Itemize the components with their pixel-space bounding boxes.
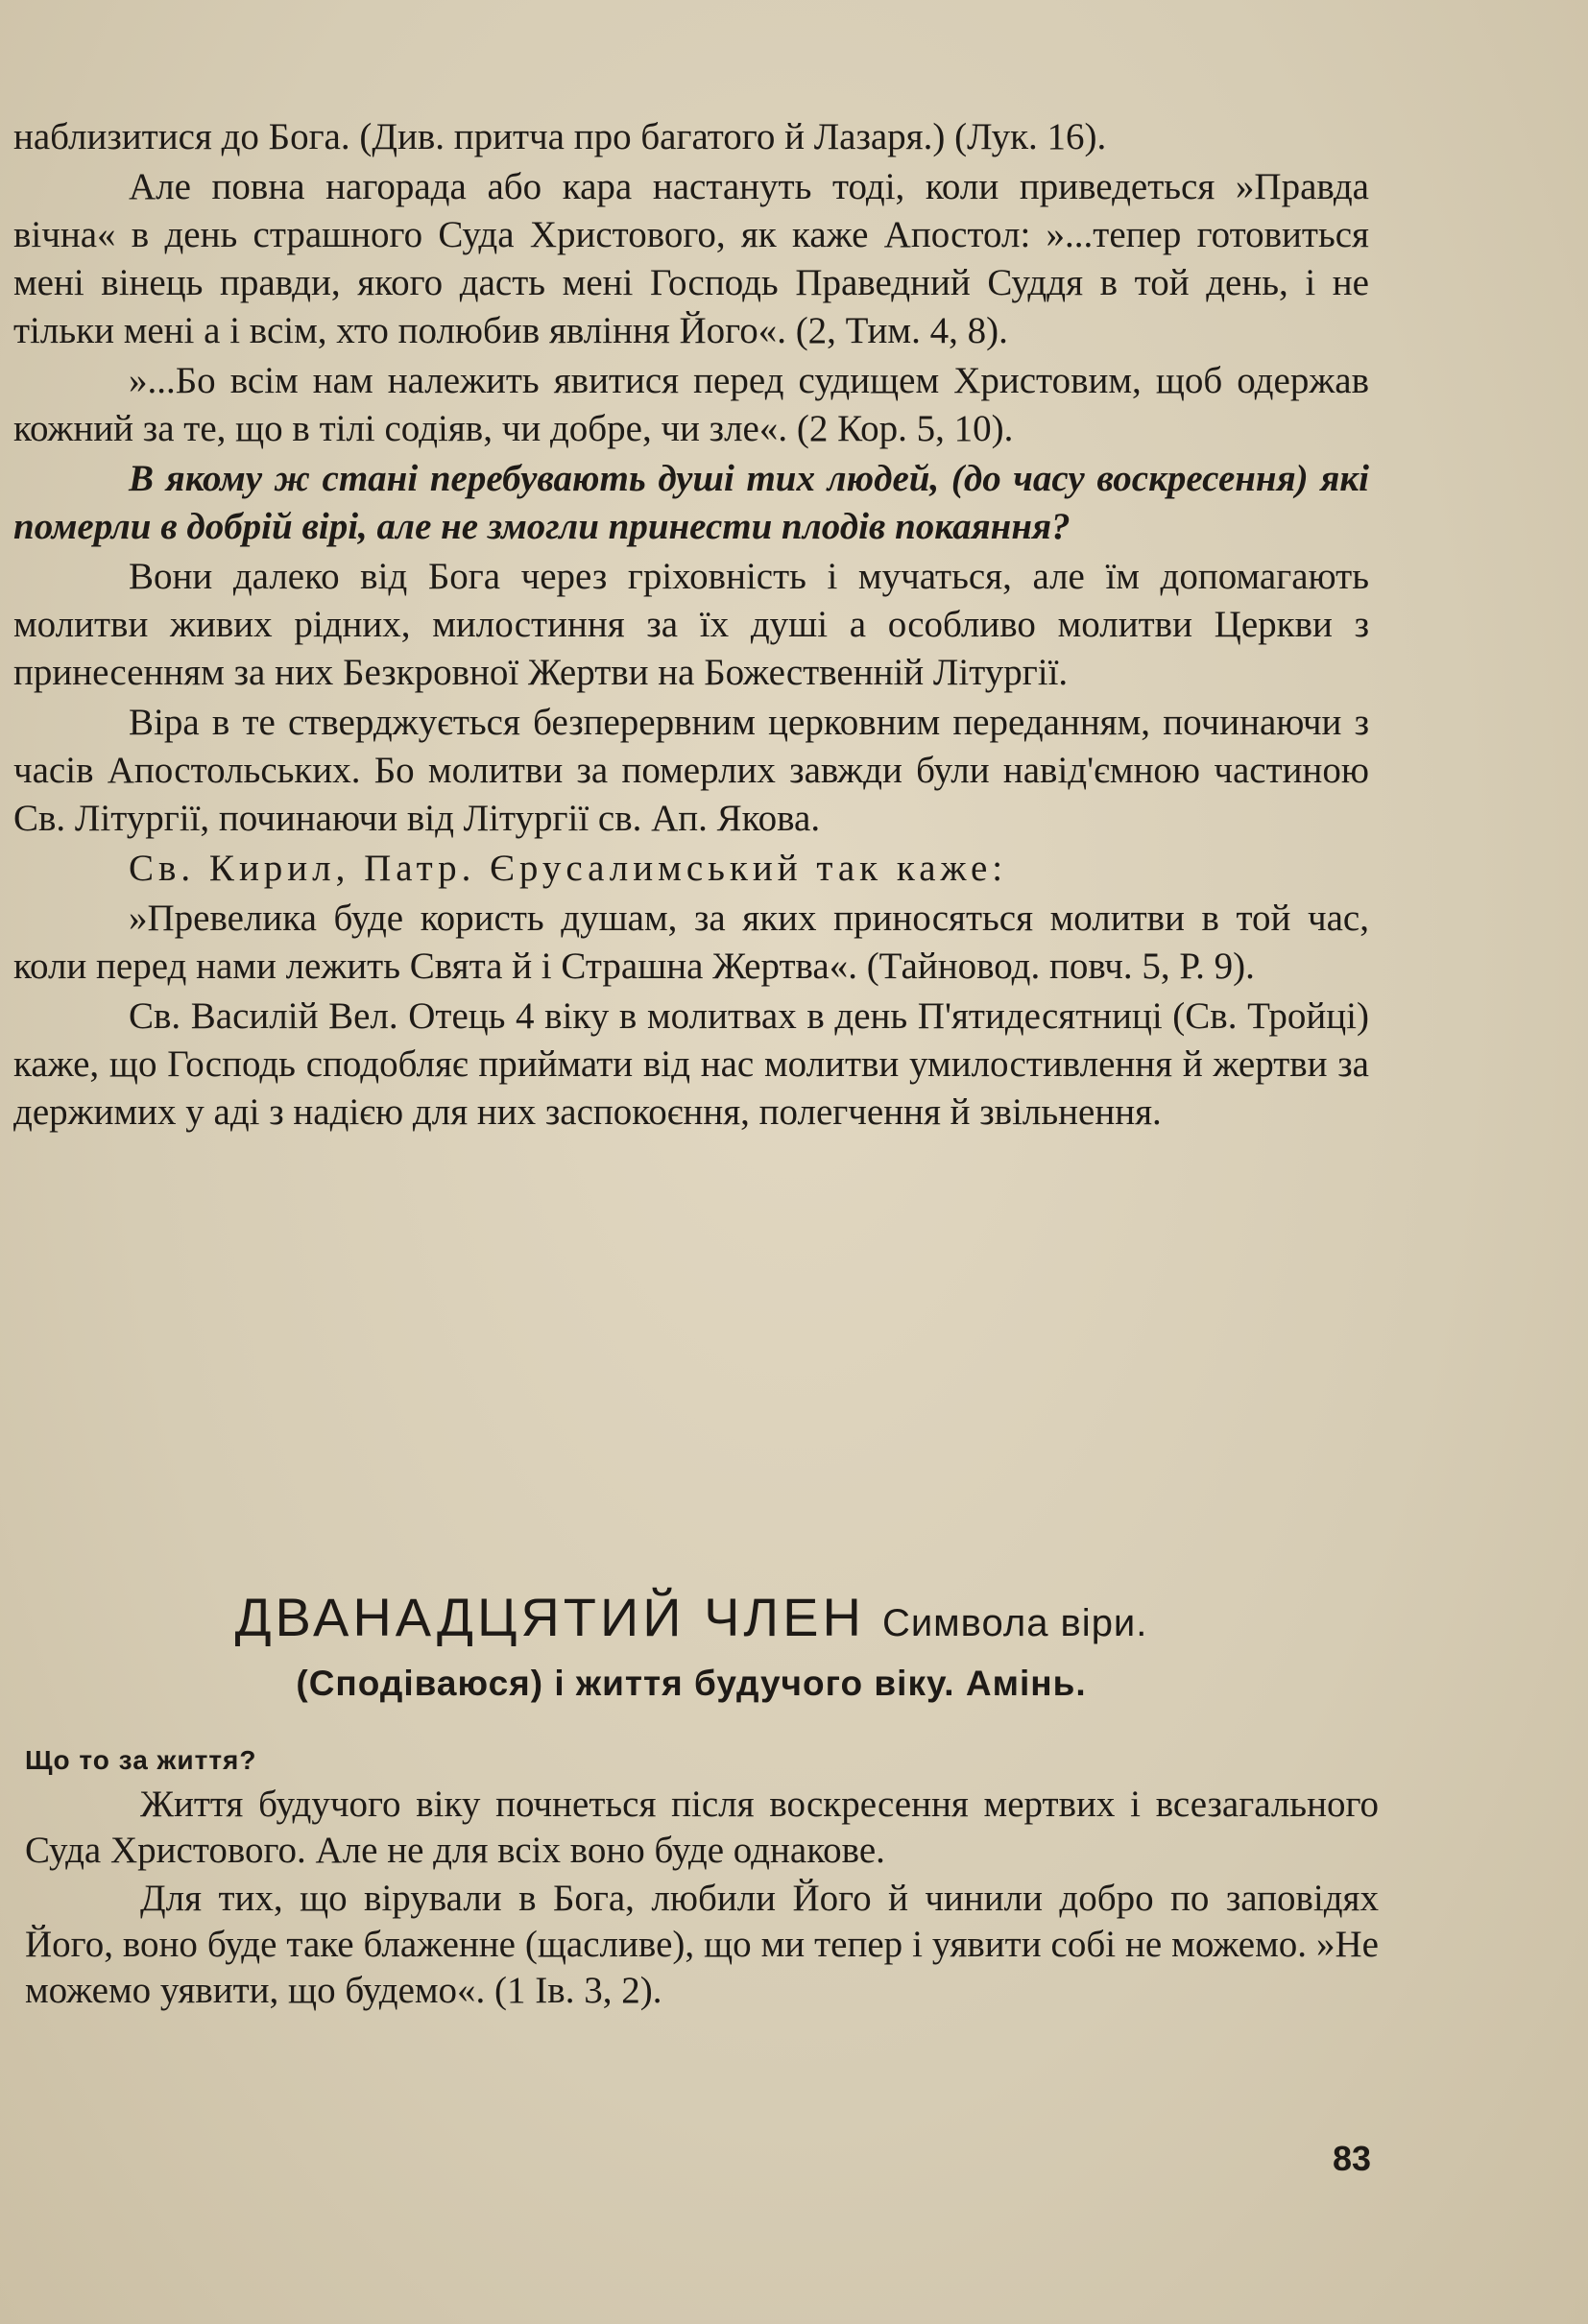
paragraph-future-life: Життя будучого віку почнеться після воскресення мертвих і всезагального Суда Христового. Але не для всіх воно буде однакове. <box>25 1784 1379 1871</box>
chapter-title-small: Символа віри. <box>881 1602 1148 1644</box>
paragraph-tradition: Віра в те стверджується безперервним церковним переданням, починаючи з часів Апостольських. Бо молитви за померлих завжди були навід'ємною частиною Св. Літургії, починаючи від Літургії св. Ап. Якова. <box>13 702 1369 839</box>
chapter-title-main: ДВАНАДЦЯТИЙ ЧЛЕН <box>234 1587 865 1647</box>
lower-text-block <box>25 1782 1379 2016</box>
paragraph-judgement-quote: »...Бо всім нам належить явитися перед судищем Христовим, щоб одержав кожний за те, що в тілі содіяв, чи добре, чи зле«. (2 Кор. 5, 10). <box>13 360 1369 449</box>
paragraph-cyril: Св. Кирил, Патр. Єрусалимський так каже: <box>129 848 1008 889</box>
paragraph-continuation: наблизитися до Бога. (Див. притча про багатого й Лазаря.) (Лук. 16). <box>13 116 1107 157</box>
chapter-title <box>0 1586 1383 1648</box>
paragraph-far-from-god: Вони далеко від Бога через гріховність і мучаться, але їм допомагають молитви живих рідних, милостиння за їх душі а особливо молитви Церкви з принесенням за них Безкровної Жертви на Божественній Літургії. <box>13 556 1369 693</box>
chapter-heading <box>0 1586 1383 1704</box>
paragraph-reward: Але повна нагорада або кара настануть тоді, коли приведеться »Правда вічна« в день страшного Суда Христового, як каже Апостол: »...тепер готовиться мені вінець правди, якого дасть мені Господь Праведний Суддя в той день, і не тільки мені а і всім, хто полюбив явління Його«. (2, Тим. 4, 8). <box>13 166 1369 351</box>
chapter-subtitle: (Сподіваюся) і життя будучого віку. Амінь. <box>296 1664 1087 1703</box>
italic-question: В якому ж стані перебувають душі тих людей, (до часу воскресення) які померли в добрій вірі, але не змогли принести плодів покаяння? <box>13 458 1369 547</box>
upper-text-block <box>13 113 1369 1138</box>
page-number: 83 <box>1333 2139 1372 2178</box>
paragraph-believers: Для тих, що вірували в Бога, любили Його й чинили добро по заповідях Його, воно буде таке блаженне (щасливе), що ми тепер і уявити собі не можемо. »Не можемо уявити, що будемо«. (1 Ів. 3, 2). <box>25 1878 1379 2011</box>
paragraph-cyril-quote: »Превелика буде користь душам, за яких приносяться молитви в той час, коли перед нами лежить Свята й і Страшна Жертва«. (Тайновод. повч. 5, Р. 9). <box>13 898 1369 987</box>
section-question: Що то за життя? <box>25 1745 257 1775</box>
paragraph-basil: Св. Василій Вел. Отець 4 віку в молитвах в день П'ятидесятниці (Св. Тройці) каже, що Господь сподобляє приймати від нас молитви умилостивлення й жертви за держимих у аді з надією для них заспокоєння, полегчення й звільнення. <box>13 995 1369 1133</box>
